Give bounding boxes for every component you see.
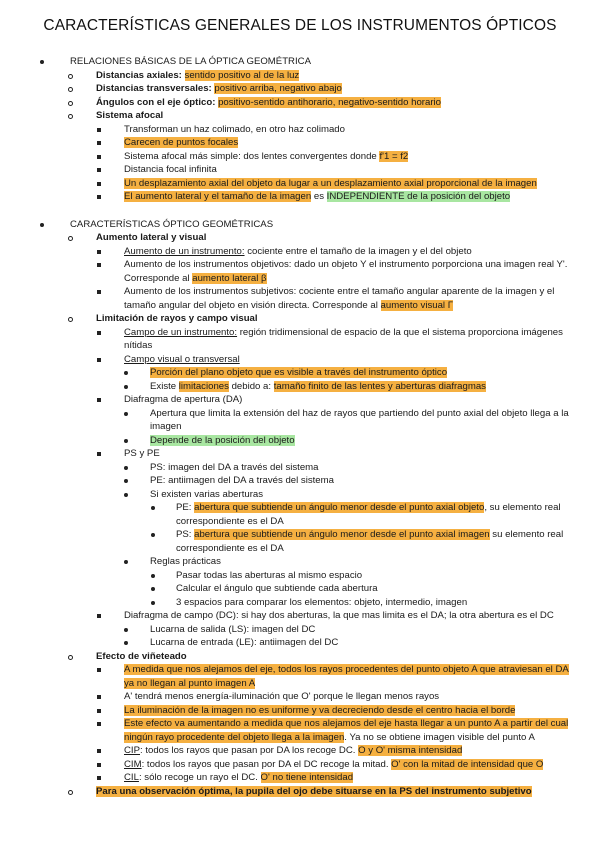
highlight-text: O' no tiene intensidad: [260, 772, 354, 783]
highlight-text: aumento visual Γ: [380, 299, 454, 311]
list-item: [0, 609, 600, 623]
list-item: [0, 623, 600, 637]
list-item: [0, 177, 600, 191]
list-item: [0, 109, 600, 123]
item-label: Limitación de rayos y campo visual: [96, 313, 258, 324]
list-item: [0, 245, 600, 259]
item-text: Si existen varias aberturas: [150, 488, 264, 500]
item-text: PS y PE: [124, 448, 160, 459]
item-text: región tridimensional de espacio de la que el sistema proporciona imágenes nítidas: [124, 326, 563, 351]
list-item: [0, 69, 600, 83]
highlight-text: O' con la mitad de intensidad que O: [391, 758, 544, 770]
highlight-text: aumento lateral β: [192, 272, 267, 284]
item-label: Distancias transversales:: [96, 83, 212, 94]
list-item: [0, 150, 600, 164]
item-underlined: CIL: [124, 772, 139, 783]
item-text: cociente entre el tamaño de la imagen y el del objeto: [244, 245, 472, 257]
highlight-text: f'1 = f2: [379, 150, 409, 162]
item-label: Distancias axiales:: [96, 69, 182, 81]
item-label: Efecto de viñeteado: [96, 650, 187, 662]
highlight-text: Carecen de puntos focales: [124, 137, 239, 148]
list-item: [0, 326, 600, 353]
item-text: Distancia focal infinita: [124, 164, 217, 175]
highlight-text: abertura que subtiende un ángulo menor desde el punto axial imagen: [194, 529, 490, 540]
list-item: [0, 744, 600, 758]
green-highlight-text: Depende de la posición del objeto: [150, 434, 295, 446]
list-item: [0, 434, 600, 448]
item-text: PE:: [176, 502, 195, 513]
highlight-text: La iluminación de la imagen no es uniforme y va decreciendo desde el centro hacia el borde: [124, 704, 516, 716]
list-item: [0, 474, 600, 488]
list-item: [0, 353, 600, 367]
list-item: [0, 636, 600, 650]
item-text: PE: antiimagen del DA a través del sistema: [150, 475, 334, 486]
list-item: [0, 190, 600, 204]
highlight-text: sentido positivo al de la luz: [184, 69, 300, 81]
item-label: Ángulos con el eje óptico:: [96, 96, 216, 108]
highlight-text: O y O' misma intensidad: [358, 745, 463, 756]
list-item: [0, 555, 600, 569]
highlight-text: El aumento lateral y el tamaño de la imagen: [124, 191, 312, 202]
list-item: [0, 393, 600, 407]
list-item: [0, 501, 600, 528]
list-item: [0, 380, 600, 394]
list-item: [0, 163, 600, 177]
item-text: Aumento de los instrumentos objetivos: dado un objeto Y el instrumento porporciona una imagen real Y'. Corresponde al: [124, 259, 568, 284]
item-text: es: [311, 191, 327, 202]
spacer: [0, 204, 600, 218]
item-text: Lucarna de entrada (LE): antiimagen del DC: [150, 637, 339, 648]
item-underlined: Aumento de un instrumento:: [124, 245, 245, 257]
section-heading-relaciones: [0, 55, 600, 69]
section-list: [0, 55, 600, 798]
list-item: [0, 82, 600, 96]
item-text: Diafragma de apertura (DA): [124, 394, 243, 405]
list-item: [0, 717, 600, 744]
list-item: [0, 488, 600, 502]
item-underlined: Campo de un instrumento:: [124, 326, 238, 338]
item-underlined: CIP: [124, 745, 140, 756]
list-item: [0, 771, 600, 785]
list-item: [0, 96, 600, 110]
highlight-text: Un desplazamiento axial del objeto da lugar a un desplazamiento axial proporcional de la imagen: [124, 177, 537, 189]
item-text: su elemento real correspondiente es el DA: [176, 529, 564, 554]
item-label: Aumento lateral y visual: [96, 232, 207, 243]
list-item: [0, 758, 600, 772]
highlight-text: Porción del plano objeto que es visible a través del instrumento óptico: [150, 367, 448, 378]
item-text: Existe: [150, 380, 179, 392]
highlight-text: limitaciones: [178, 380, 229, 392]
item-underlined: CIM: [124, 758, 142, 770]
item-label: Sistema afocal: [96, 110, 164, 121]
list-item: [0, 596, 600, 610]
highlight-text: positivo-sentido antihorario, negativo-sentido horario: [218, 96, 441, 108]
list-item: [0, 447, 600, 461]
list-item: [0, 569, 600, 583]
list-item: [0, 366, 600, 380]
list-item: [0, 231, 600, 245]
highlight-text: tamaño finito de las lentes y aberturas diafragmas: [273, 380, 486, 392]
item-text: : todos los rayos que pasan por DA el DC recoge la mitad.: [141, 758, 392, 770]
list-item: [0, 258, 600, 285]
highlight-text: Este efecto va aumentando a medida que nos alejamos del eje hasta llegar a un punto A a partir del cual ningún rayo procedente del objeto llega a la imagen: [124, 718, 569, 743]
item-text: : sólo recoge un rayo el DC.: [138, 772, 261, 783]
section-heading-caracteristicas: [0, 218, 600, 232]
list-item: [0, 704, 600, 718]
section-heading-text: RELACIONES BÁSICAS DE LA ÓPTICA GEOMÉTRICA: [70, 56, 311, 67]
item-text: PS:: [176, 529, 195, 540]
list-item: [0, 663, 600, 690]
list-item: [0, 650, 600, 664]
list-item: [0, 312, 600, 326]
list-item: [0, 285, 600, 312]
document-body: [0, 55, 600, 798]
item-text: Pasar todas las aberturas al mismo espacio: [176, 569, 363, 581]
list-item: [0, 136, 600, 150]
item-text: Lucarna de salida (LS): imagen del DC: [150, 623, 316, 635]
item-text: Sistema afocal más simple: dos lentes convergentes donde: [124, 150, 380, 162]
item-text: Transforman un haz colimado, en otro haz colimado: [124, 123, 345, 135]
list-item: [0, 528, 600, 555]
list-item: [0, 785, 600, 799]
list-item: [0, 690, 600, 704]
item-text: Diafragma de campo (DC): si hay dos aberturas, la que mas limita es el DA; la otra abertura es el DC: [124, 610, 554, 621]
highlight-text: A medida que nos alejamos del eje, todos los rayos procedentes del punto objeto A que atraviesan el DA ya no llegan al punto imagen A: [124, 664, 569, 689]
list-item: [0, 461, 600, 475]
item-text: Aumento de los instrumentos subjetivos: cociente entre el tamaño angular aparente de la imagen y el tamaño angular del objeto en visión directa. Corresponde al: [124, 286, 555, 311]
green-highlight-text: INDEPENDIENTE de la posición del objeto: [326, 191, 511, 202]
item-text: Apertura que limita la extensión del haz de rayos que partiendo del punto axial del objeto llega a la imagen: [150, 407, 569, 432]
item-underlined: Campo visual o transversal: [124, 353, 240, 365]
highlight-text: positivo arriba, negativo abajo: [214, 83, 342, 94]
item-text: PS: imagen del DA a través del sistema: [150, 461, 319, 473]
highlight-text: abertura que subtiende un ángulo menor desde el punto axial objeto: [194, 502, 485, 513]
item-text: Calcular el ángulo que subtiende cada abertura: [176, 583, 378, 594]
item-text: . Ya no se obtiene imagen visible del punto A: [344, 731, 535, 743]
item-text: , su elemento real correspondiente es el DA: [176, 502, 561, 527]
page-title: CARACTERÍSTICAS GENERALES DE LOS INSTRUMENTOS ÓPTICOS: [43, 17, 557, 34]
item-text: : todos los rayos que pasan por DA los recoge DC.: [140, 745, 359, 756]
highlight-text: Para una observación óptima, la pupila del ojo debe situarse en la PS del instrumento subjetivo: [96, 785, 532, 797]
item-text: Reglas prácticas: [150, 556, 221, 567]
list-item: [0, 123, 600, 137]
list-item: [0, 407, 600, 434]
item-text: A' tendrá menos energía-iluminación que O' porque le llegan menos rayos: [124, 691, 440, 702]
item-text: 3 espacios para comparar los elementos: objeto, intermedio, imagen: [176, 596, 468, 608]
section-heading-text: CARACTERÍSTICAS ÓPTICO GEOMÉTRICAS: [70, 218, 274, 230]
list-item: [0, 582, 600, 596]
item-text: debido a:: [228, 380, 274, 392]
